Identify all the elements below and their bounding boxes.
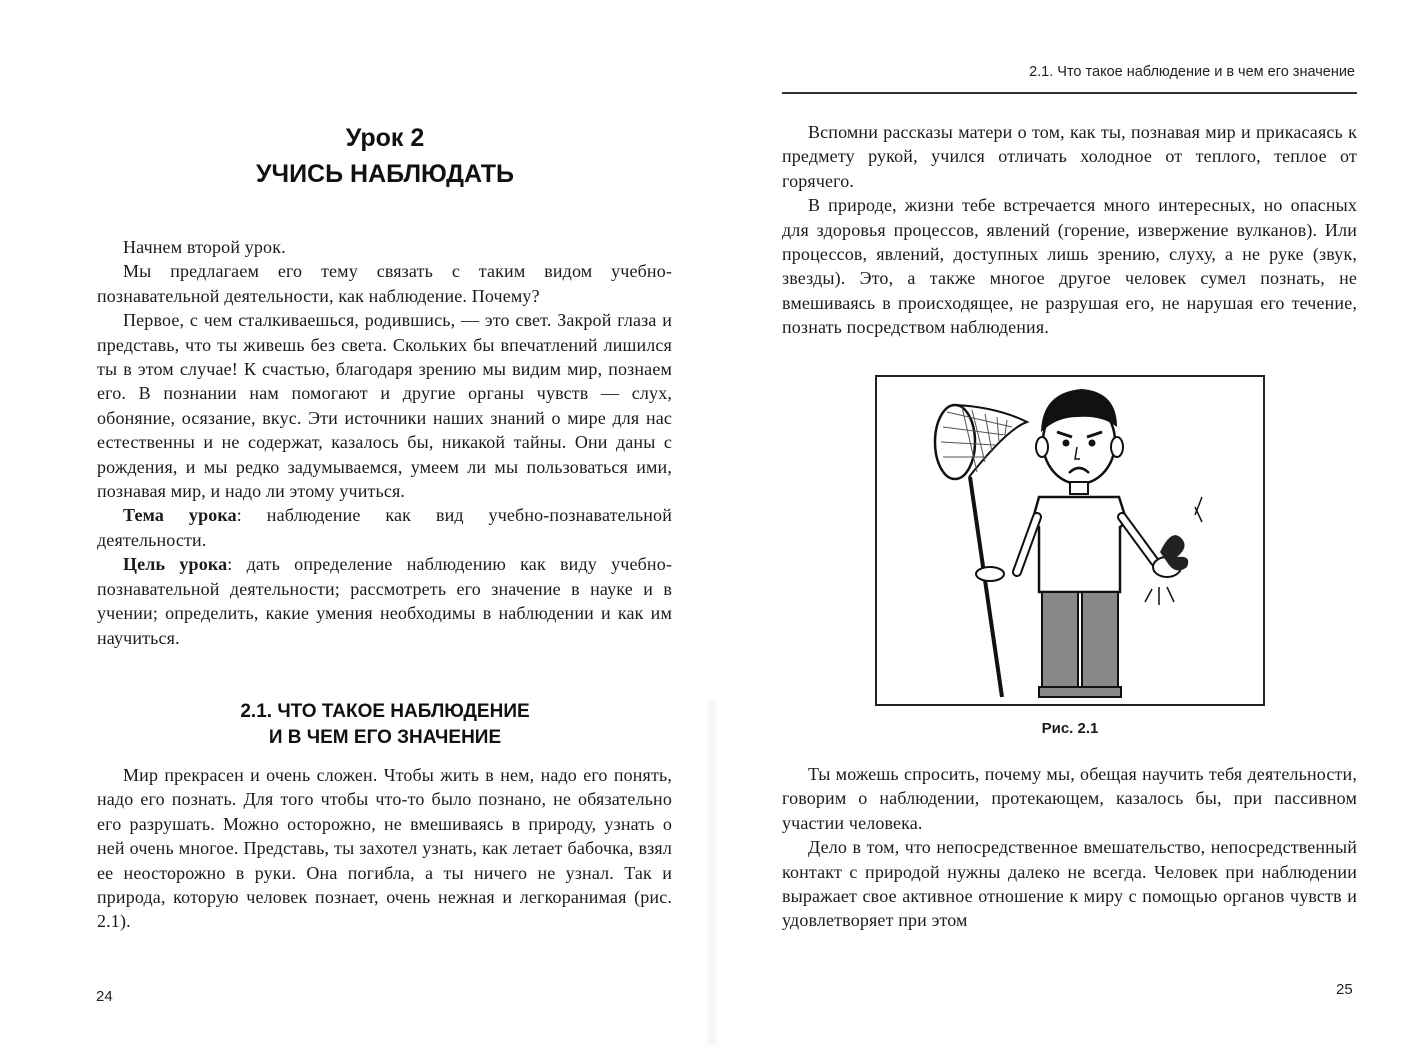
paragraph: Ты можешь спросить, почему мы, обещая научить тебя деятельности, говорим о наблюдении, протекающем, казалось бы, при пассивном участии человека. <box>782 764 1357 833</box>
boy-eye <box>1089 440 1096 447</box>
boy-ear <box>1111 437 1123 457</box>
lesson-number: Урок 2 <box>345 124 425 152</box>
boy-neck <box>1070 482 1088 494</box>
paragraph: Первое, с чем сталкиваешься, родившись, — это свет. Закрой глаза и представь, что ты живешь без света. Скольких бы впечатлений лишился ты в этом случае! К счастью, благодаря зрению мы видим мир, познаем его. В познании нам помогают и другие органы чувств — слух, обоняние, осязание, вкус. Эти источники наших знаний о мире для нас естественны и не содержат, казалось бы, никакой тайны. Они даны с рождения, и мы редко задумываемся, умеем ли мы пользоваться ими, познавая мир, и надо ли этому учиться. <box>97 310 672 502</box>
section-text <box>97 763 672 934</box>
goal-label: Цель урока <box>123 554 228 575</box>
goal-text: : дать определение наблюдению как виду учебно-познавательной деятельности; рассмотреть его значение в науке и в учении; определить, какие умения необходимы в наблюдении и как им научиться. <box>97 554 672 648</box>
right-page <box>712 0 1424 1045</box>
motion-lines <box>1145 587 1174 605</box>
boy-right-leg <box>1082 592 1118 692</box>
header-rule <box>782 92 1357 94</box>
motion-lines <box>1195 497 1202 522</box>
paragraph: Дело в том, что непосредственное вмешательство, непосредственный контакт с природой нужны далеко не всегда. Человек при наблюдении выражает свое активное отношение к миру с помощью органов чувств и удовлетворяет при этом <box>782 837 1357 931</box>
boy-right-arm-fill <box>1122 517 1155 562</box>
lesson-topic <box>97 503 672 552</box>
boy-left-hand <box>976 567 1004 581</box>
boy-eye <box>1063 440 1070 447</box>
boy-left-arm-fill <box>1017 517 1037 572</box>
page-number: 24 <box>96 988 113 1005</box>
running-head: 2.1. Что такое наблюдение и в чем его значение <box>1029 64 1355 80</box>
paragraph: Начнем второй урок. <box>123 237 286 257</box>
boy-feet <box>1039 687 1121 697</box>
paragraph: В природе, жизни тебе встречается много интересных, но опасных для здоровья процессов, явлений (горение, извержение вулканов). Или процессов, явлений, доступных лишь зрению, слуху, а не руке (звук, звезды). Это, а также многое другое человек сумел познать, не вмешиваясь в происходящее, не разрушая его, не нарушая его течение, познать посредством наблюдения. <box>782 195 1357 338</box>
bottom-text <box>782 762 1357 933</box>
paragraph: Мир прекрасен и очень сложен. Чтобы жить в нем, надо его понять, надо его познать. Для того чтобы что-то было познано, не обязательно его разрушать. Можно осторожно, не вмешиваясь в природу, узнать о ней очень многое. Представь, ты захотел узнать, как летает бабочка, взял ее неосторожно в руки. Она погибла, а ты ничего не узнал. Так и природа, которую человек познает, очень нежная и легкоранимая (рис. 2.1). <box>97 765 672 932</box>
boy-left-leg <box>1042 592 1078 692</box>
net-handle <box>970 477 1002 697</box>
top-text <box>782 120 1357 340</box>
section-heading <box>96 699 674 751</box>
figure-illustration <box>875 375 1265 706</box>
lesson-name: УЧИСЬ НАБЛЮДАТЬ <box>255 160 515 188</box>
section-heading-line: 2.1. ЧТО ТАКОЕ НАБЛЮДЕНИЕ <box>240 701 530 722</box>
boy-with-net-illustration <box>877 377 1263 704</box>
figure-caption: Рис. 2.1 <box>1041 720 1099 737</box>
section-heading-line: И В ЧЕМ ЕГО ЗНАЧЕНИЕ <box>268 727 502 748</box>
boy-shirt <box>1032 497 1127 592</box>
paragraph: Мы предлагаем его тему связать с таким видом учебно-познавательной деятельности, как наблюдение. Почему? <box>97 261 672 306</box>
lesson-title <box>96 120 674 192</box>
page-number: 25 <box>1336 981 1353 998</box>
topic-text: : наблюдение как вид учебно-познавательной деятельности. <box>97 505 672 550</box>
boy-ear <box>1036 437 1048 457</box>
paragraph: Вспомни рассказы матери о том, как ты, познавая мир и прикасаясь к предмету рукой, учился отличать холодное от теплого, теплое от горячего. <box>782 122 1357 191</box>
lesson-goal <box>97 552 672 650</box>
topic-label: Тема урока <box>123 505 237 526</box>
intro-text <box>97 235 672 650</box>
